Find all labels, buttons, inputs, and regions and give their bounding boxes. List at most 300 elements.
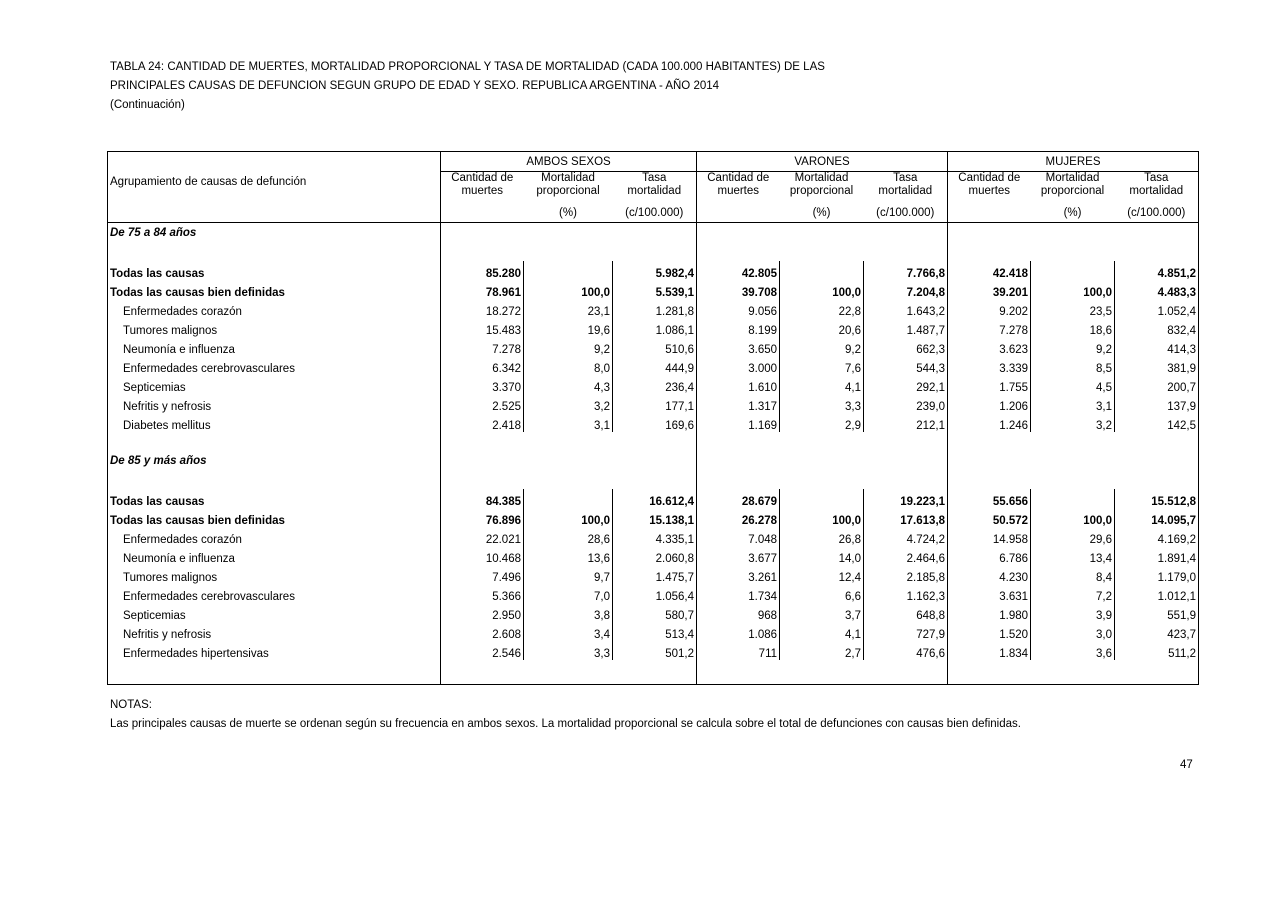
value-cell: 1.086 [697,622,780,641]
row-label: Nefritis y nefrosis [108,622,441,641]
value-cell: 2.185,8 [864,565,948,584]
value-cell: 100,0 [780,280,864,299]
spacer-row [108,242,1199,261]
column-header-line: Cantidad de [958,172,1021,184]
value-cell: 4.230 [948,565,1031,584]
table-row [108,356,1199,375]
value-cell: 414,3 [1115,337,1199,356]
value-cell: 3.677 [697,546,780,565]
value-cell: 3.000 [697,356,780,375]
row-label: Todas las causas bien definidas [108,508,441,527]
empty-cell [864,660,948,685]
column-header-line: Tasa [642,172,667,184]
value-cell: 3.631 [948,584,1031,603]
value-cell: 14.958 [948,527,1031,546]
value-cell: 1.755 [948,375,1031,394]
value-cell: 39.708 [697,280,780,299]
column-header-col3 [1115,172,1199,204]
value-cell [1031,489,1115,508]
column-header-col2 [524,172,613,204]
empty-cell [948,223,1031,243]
value-cell: 3,3 [524,641,613,660]
value-cell: 2.608 [441,622,524,641]
value-cell: 1.520 [948,622,1031,641]
empty-cell [948,432,1031,451]
empty-cell [441,223,524,243]
value-cell: 4.169,2 [1115,527,1199,546]
value-cell: 15.483 [441,318,524,337]
value-cell: 4,1 [780,375,864,394]
row-label: Tumores malignos [108,318,441,337]
empty-cell [697,223,780,243]
value-cell: 1.052,4 [1115,299,1199,318]
table-title-line-2: PRINCIPALES CAUSAS DE DEFUNCION SEGUN GRUPO DE EDAD Y SEXO. REPUBLICA ARGENTINA - AÑO 2014 [110,80,720,92]
value-cell: 3,1 [524,413,613,432]
table-row [108,603,1199,622]
unit-rate: (c/100.000) [864,203,948,223]
value-cell: 2.418 [441,413,524,432]
value-cell: 7.278 [441,337,524,356]
value-cell: 501,2 [613,641,697,660]
value-cell: 5.539,1 [613,280,697,299]
value-cell: 4,5 [1031,375,1115,394]
value-cell: 476,6 [864,641,948,660]
value-cell: 2.546 [441,641,524,660]
value-cell: 12,4 [780,565,864,584]
value-cell: 9,2 [780,337,864,356]
value-cell: 55.656 [948,489,1031,508]
empty-cell [1031,223,1115,243]
column-header-line: Cantidad de [707,172,770,184]
value-cell: 8,4 [1031,565,1115,584]
value-cell: 212,1 [864,413,948,432]
row-label: Enfermedades cerebrovasculares [108,356,441,375]
value-cell: 100,0 [524,280,613,299]
empty-cell [948,660,1031,685]
column-header-line: Mortalidad [541,172,595,184]
value-cell: 3.650 [697,337,780,356]
empty-cell [1031,242,1115,261]
notes-heading: NOTAS: [110,699,152,711]
empty-cell [613,660,697,685]
group-header-varones: VARONES [697,152,948,172]
value-cell [780,489,864,508]
value-cell: 510,6 [613,337,697,356]
empty-cell [697,660,780,685]
value-cell: 42.418 [948,261,1031,280]
page-number: 47 [1180,759,1193,771]
value-cell: 6.342 [441,356,524,375]
table-bottom-spacer [108,660,1199,685]
empty-cell [108,432,441,451]
table-row [108,413,1199,432]
value-cell: 7.204,8 [864,280,948,299]
value-cell: 3.370 [441,375,524,394]
empty-cell [108,470,441,489]
value-cell: 5.982,4 [613,261,697,280]
column-header-line: mortalidad [627,185,682,197]
column-header-line: mortalidad [1129,185,1184,197]
value-cell: 20,6 [780,318,864,337]
section-title-row [108,223,1199,243]
unit-cell-empty [441,203,524,223]
group-header-ambos: AMBOS SEXOS [441,152,697,172]
empty-cell [524,242,613,261]
row-label: Neumonía e influenza [108,546,441,565]
value-cell: 3,1 [1031,394,1115,413]
empty-cell [948,470,1031,489]
value-cell [780,261,864,280]
value-cell [1031,261,1115,280]
value-cell: 2,9 [780,413,864,432]
value-cell: 16.612,4 [613,489,697,508]
value-cell: 727,9 [864,622,948,641]
empty-cell [1031,660,1115,685]
value-cell: 3.339 [948,356,1031,375]
header-label: Agrupamiento de causas de defunción [108,152,441,223]
value-cell: 13,4 [1031,546,1115,565]
value-cell: 4.335,1 [613,527,697,546]
table-row [108,375,1199,394]
empty-cell [780,451,864,470]
value-cell [524,489,613,508]
value-cell: 7.048 [697,527,780,546]
value-cell: 2,7 [780,641,864,660]
empty-cell [864,223,948,243]
empty-cell [864,451,948,470]
value-cell: 551,9 [1115,603,1199,622]
value-cell: 1.086,1 [613,318,697,337]
empty-cell [780,660,864,685]
value-cell: 13,6 [524,546,613,565]
value-cell: 14,0 [780,546,864,565]
empty-cell [1115,451,1199,470]
value-cell: 1.317 [697,394,780,413]
column-header-col1 [697,172,780,204]
unit-rate: (c/100.000) [1115,203,1199,223]
value-cell: 3,7 [780,603,864,622]
empty-cell [613,470,697,489]
value-cell: 137,9 [1115,394,1199,413]
value-cell: 1.643,2 [864,299,948,318]
value-cell: 23,5 [1031,299,1115,318]
value-cell: 3.261 [697,565,780,584]
empty-cell [697,470,780,489]
row-label: Todas las causas bien definidas [108,280,441,299]
value-cell: 78.961 [441,280,524,299]
value-cell: 239,0 [864,394,948,413]
value-cell: 22,8 [780,299,864,318]
empty-cell [441,470,524,489]
value-cell: 17.613,8 [864,508,948,527]
value-cell: 2.464,6 [864,546,948,565]
unit-percent: (%) [1031,203,1115,223]
value-cell: 236,4 [613,375,697,394]
table-row [108,261,1199,280]
value-cell: 22.021 [441,527,524,546]
column-header-line: mortalidad [878,185,933,197]
value-cell: 8.199 [697,318,780,337]
table-row [108,546,1199,565]
column-header-col2 [780,172,864,204]
table-row [108,280,1199,299]
value-cell: 4,1 [780,622,864,641]
table-row [108,527,1199,546]
value-cell: 19.223,1 [864,489,948,508]
empty-cell [108,660,441,685]
row-label: Nefritis y nefrosis [108,394,441,413]
value-cell: 1.056,4 [613,584,697,603]
row-label: Enfermedades cerebrovasculares [108,584,441,603]
value-cell: 7,6 [780,356,864,375]
value-cell: 423,7 [1115,622,1199,641]
value-cell: 14.095,7 [1115,508,1199,527]
empty-cell [780,470,864,489]
value-cell: 5.366 [441,584,524,603]
value-cell: 200,7 [1115,375,1199,394]
value-cell: 2.525 [441,394,524,413]
section-title: De 85 y más años [108,451,441,470]
value-cell: 9,7 [524,565,613,584]
empty-cell [1115,470,1199,489]
value-cell: 1.487,7 [864,318,948,337]
value-cell: 2.060,8 [613,546,697,565]
unit-cell-empty [948,203,1031,223]
value-cell: 100,0 [780,508,864,527]
table-title-continuation: (Continuación) [110,99,185,111]
group-header-mujeres: MUJERES [948,152,1199,172]
column-header-line: proporcional [789,185,854,197]
value-cell: 1.179,0 [1115,565,1199,584]
value-cell: 1.834 [948,641,1031,660]
value-cell: 9,2 [1031,337,1115,356]
empty-cell [613,242,697,261]
value-cell: 50.572 [948,508,1031,527]
column-header-line: muertes [461,185,504,197]
empty-cell [780,242,864,261]
value-cell: 29,6 [1031,527,1115,546]
empty-cell [524,451,613,470]
row-label: Todas las causas [108,489,441,508]
empty-cell [613,451,697,470]
value-cell: 4.724,2 [864,527,948,546]
column-header-col3 [864,172,948,204]
value-cell: 18,6 [1031,318,1115,337]
value-cell: 7.496 [441,565,524,584]
value-cell: 580,7 [613,603,697,622]
value-cell: 1.169 [697,413,780,432]
value-cell: 1.162,3 [864,584,948,603]
column-header-col1 [948,172,1031,204]
value-cell: 1.246 [948,413,1031,432]
value-cell: 26,8 [780,527,864,546]
column-header-line: Mortalidad [1045,172,1100,184]
value-cell: 9.202 [948,299,1031,318]
value-cell: 42.805 [697,261,780,280]
empty-cell [864,470,948,489]
empty-cell [1115,432,1199,451]
value-cell: 19,6 [524,318,613,337]
empty-cell [697,451,780,470]
value-cell: 444,9 [613,356,697,375]
row-label: Enfermedades corazón [108,527,441,546]
value-cell: 3,2 [524,394,613,413]
value-cell: 3,9 [1031,603,1115,622]
unit-percent: (%) [780,203,864,223]
value-cell: 39.201 [948,280,1031,299]
value-cell: 513,4 [613,622,697,641]
column-header-line: proporcional [536,185,600,197]
value-cell: 26.278 [697,508,780,527]
value-cell: 142,5 [1115,413,1199,432]
value-cell: 100,0 [1031,280,1115,299]
value-cell: 4.851,2 [1115,261,1199,280]
value-cell: 1.475,7 [613,565,697,584]
section-title-row [108,451,1199,470]
value-cell: 84.385 [441,489,524,508]
row-label: Tumores malignos [108,565,441,584]
mortality-table [107,151,1199,685]
row-label: Enfermedades hipertensivas [108,641,441,660]
value-cell: 381,9 [1115,356,1199,375]
value-cell: 1.281,8 [613,299,697,318]
empty-cell [524,223,613,243]
value-cell: 6.786 [948,546,1031,565]
value-cell: 8,5 [1031,356,1115,375]
value-cell: 76.896 [441,508,524,527]
value-cell: 15.512,8 [1115,489,1199,508]
value-cell: 8,0 [524,356,613,375]
value-cell: 28.679 [697,489,780,508]
empty-cell [1031,451,1115,470]
value-cell: 7,0 [524,584,613,603]
value-cell: 711 [697,641,780,660]
empty-cell [948,242,1031,261]
spacer-row [108,470,1199,489]
value-cell: 1.980 [948,603,1031,622]
empty-cell [697,242,780,261]
value-cell: 7.278 [948,318,1031,337]
spacer-row [108,432,1199,451]
table-row [108,565,1199,584]
table-row [108,508,1199,527]
empty-cell [780,223,864,243]
empty-cell [524,432,613,451]
value-cell: 177,1 [613,394,697,413]
empty-cell [948,451,1031,470]
empty-cell [1115,223,1199,243]
value-cell: 1.734 [697,584,780,603]
row-label: Septicemias [108,603,441,622]
value-cell: 23,1 [524,299,613,318]
value-cell: 3,6 [1031,641,1115,660]
value-cell: 511,2 [1115,641,1199,660]
empty-cell [524,470,613,489]
row-label: Todas las causas [108,261,441,280]
value-cell: 3,0 [1031,622,1115,641]
empty-cell [441,242,524,261]
empty-cell [613,432,697,451]
value-cell: 1.610 [697,375,780,394]
value-cell: 3,8 [524,603,613,622]
table-row [108,641,1199,660]
empty-cell [524,660,613,685]
value-cell: 10.468 [441,546,524,565]
value-cell: 4.483,3 [1115,280,1199,299]
value-cell: 1.012,1 [1115,584,1199,603]
column-header-line: Cantidad de [451,172,514,184]
value-cell: 1.206 [948,394,1031,413]
empty-cell [1115,660,1199,685]
value-cell: 18.272 [441,299,524,318]
row-label: Neumonía e influenza [108,337,441,356]
value-cell: 968 [697,603,780,622]
value-cell: 7,2 [1031,584,1115,603]
row-label: Septicemias [108,375,441,394]
table-row [108,489,1199,508]
empty-cell [441,451,524,470]
table-row [108,299,1199,318]
value-cell: 169,6 [613,413,697,432]
empty-cell [613,223,697,243]
value-cell: 28,6 [524,527,613,546]
row-label: Enfermedades corazón [108,299,441,318]
column-header-col2 [1031,172,1115,204]
column-header-col3 [613,172,697,204]
notes-text: Las principales causas de muerte se ordenan según su frecuencia en ambos sexos. La mortalidad proporcional se calcula sobre el total de defunciones con causas bien definidas. [110,718,1021,730]
row-label: Diabetes mellitus [108,413,441,432]
value-cell: 15.138,1 [613,508,697,527]
column-header-line: Mortalidad [794,172,849,184]
value-cell: 4,3 [524,375,613,394]
value-cell: 3,3 [780,394,864,413]
value-cell: 6,6 [780,584,864,603]
value-cell: 9.056 [697,299,780,318]
column-header-line: Tasa [893,172,918,184]
column-header-line: proporcional [1040,185,1105,197]
column-header-line: muertes [717,185,760,197]
empty-cell [1031,432,1115,451]
value-cell: 3,2 [1031,413,1115,432]
empty-cell [780,432,864,451]
column-header-line: Tasa [1144,172,1169,184]
table-row [108,394,1199,413]
empty-cell [697,432,780,451]
value-cell: 100,0 [524,508,613,527]
column-header-col1 [441,172,524,204]
value-cell: 3,4 [524,622,613,641]
value-cell: 3.623 [948,337,1031,356]
unit-rate: (c/100.000) [613,203,697,223]
value-cell: 662,3 [864,337,948,356]
empty-cell [1031,470,1115,489]
table-row [108,337,1199,356]
empty-cell [1115,242,1199,261]
table-row [108,584,1199,603]
column-header-line: muertes [968,185,1011,197]
empty-cell [864,242,948,261]
table-title-line-1: TABLA 24: CANTIDAD DE MUERTES, MORTALIDAD PROPORCIONAL Y TASA DE MORTALIDAD (CADA 100.000 HABITANTES) DE LAS [110,61,825,73]
table-row [108,622,1199,641]
value-cell: 292,1 [864,375,948,394]
value-cell: 7.766,8 [864,261,948,280]
value-cell: 100,0 [1031,508,1115,527]
value-cell: 832,4 [1115,318,1199,337]
value-cell: 1.891,4 [1115,546,1199,565]
empty-cell [864,432,948,451]
empty-cell [441,432,524,451]
value-cell: 9,2 [524,337,613,356]
